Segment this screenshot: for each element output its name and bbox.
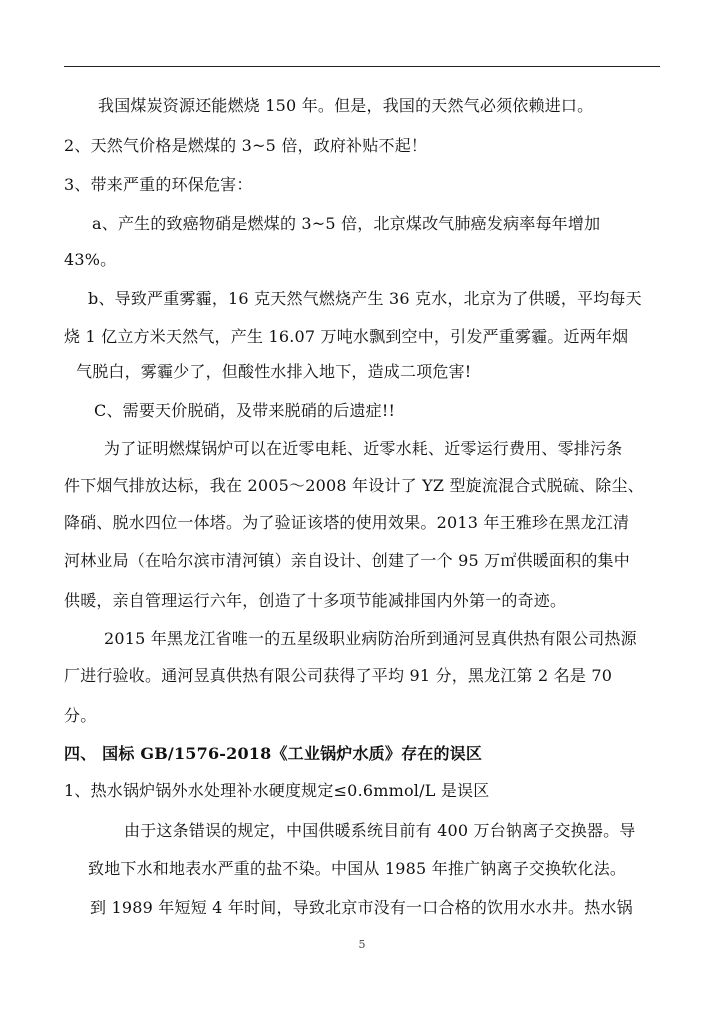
header-rule — [64, 66, 660, 67]
paragraph-line: 致地下水和地表水严重的盐不染。中国从 1985 年推广钠离子交换软化法。 — [88, 859, 627, 878]
paragraph-line: 供暖，亲自管理运行六年，创造了十多项节能减排国内外第一的奇迹。 — [64, 591, 567, 610]
list-item: 2、天然气价格是燃煤的 3~5 倍，政府补贴不起！ — [64, 136, 428, 155]
list-item: C、需要天价脱硝，及带来脱硝的后遗症!! — [94, 401, 396, 420]
text-line: 我国煤炭资源还能燃烧 150 年。但是，我国的天然气必须依赖进口。 — [98, 96, 594, 115]
paragraph-line: 厂进行验收。通河昱真供热有限公司获得了平均 91 分，黑龙江第 2 名是 70 — [64, 666, 613, 685]
subsection-heading: 1、热水锅炉锅外水处理补水硬度规定≤0.6mmol/L 是误区 — [64, 781, 490, 800]
paragraph-line: 为了证明燃煤锅炉可以在近零电耗、近零水耗、近零运行费用、零排污条 — [104, 439, 623, 458]
paragraph-line: 到 1989 年短短 4 年时间，导致北京市没有一口合格的饮用水水井。热水锅 — [90, 898, 633, 917]
paragraph-line: 分。 — [64, 706, 97, 725]
page-number: 5 — [358, 938, 366, 951]
paragraph-line: 由于这条错误的规定，中国供暖系统目前有 400 万台钠离子交换器。导 — [124, 821, 636, 840]
text-line: 烧 1 亿立方米天然气，产生 16.07 万吨水飘到空中，引发严重雾霾。近两年烟 — [64, 327, 629, 346]
list-item: a、产生的致癌物硝是燃煤的 3~5 倍，北京煤改气肺癌发病率每年增加 — [92, 214, 601, 233]
paragraph-line: 件下烟气排放达标，我在 2005～2008 年设计了 YZ 型旋流混合式脱硫、除尘、 — [64, 476, 644, 495]
list-item: b、导致严重雾霾，16 克天然气燃烧产生 36 克水，北京为了供暖，平均每天 — [88, 289, 642, 308]
text-line: 43%。 — [64, 250, 117, 269]
text-line: 气脱白，雾霾少了，但酸性水排入地下，造成二项危害! — [76, 362, 472, 381]
paragraph-line: 2015 年黑龙江省唯一的五星级职业病防治所到通河昱真供热有限公司热源 — [104, 629, 637, 648]
paragraph-line: 河林业局（在哈尔滨市清河镇）亲自设计、创建了一个 95 万㎡供暖面积的集中 — [64, 551, 630, 570]
list-item: 3、带来严重的环保危害： — [64, 175, 253, 194]
paragraph-line: 降硝、脱水四位一体塔。为了验证该塔的使用效果。2013 年王雅珍在黑龙江清 — [64, 513, 630, 532]
section-heading: 四、 国标 GB/1576-2018《工业锅炉水质》存在的误区 — [64, 744, 483, 763]
